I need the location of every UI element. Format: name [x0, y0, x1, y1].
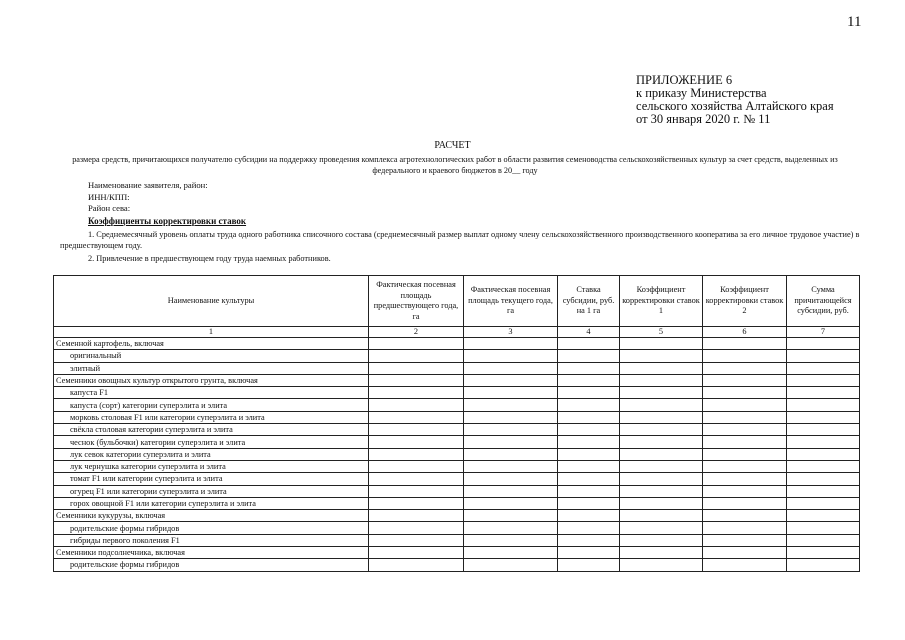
table-input-cell[interactable] [620, 362, 703, 374]
table-input-cell[interactable] [787, 387, 860, 399]
table-input-cell[interactable] [703, 399, 787, 411]
table-input-cell[interactable] [620, 350, 703, 362]
table-row [54, 497, 860, 509]
paragraph-1: 1. Среднемесячный уровень оплаты труда одного работника списочного состава (среднемесячный размер выплат одному члену сельскохозяйственного производственного кооператива за его личное трудовое участие) в предшествующем году. [60, 230, 860, 250]
table-input-cell[interactable] [703, 522, 787, 534]
culture-name-cell: лук чернушка категории суперэлита и элита [54, 460, 369, 472]
sowing-region-field: Район сева: [88, 203, 131, 213]
table-row [54, 350, 860, 362]
column-number: 7 [787, 327, 860, 338]
table-input-cell[interactable] [369, 399, 464, 411]
table-input-cell[interactable] [620, 448, 703, 460]
header-subsidy-sum: Сумма причитающейся субсидии, руб. [787, 276, 860, 327]
table-input-cell[interactable] [787, 559, 860, 571]
table-input-cell[interactable] [369, 460, 464, 472]
table-input-cell[interactable] [787, 534, 860, 546]
table-input-cell[interactable] [620, 387, 703, 399]
table-input-cell[interactable] [464, 350, 558, 362]
appendix-block [636, 74, 834, 126]
table-input-cell[interactable] [703, 559, 787, 571]
table-input-cell[interactable] [369, 448, 464, 460]
table-input-cell[interactable] [464, 338, 558, 350]
table-input-cell[interactable] [369, 522, 464, 534]
table-input-cell[interactable] [464, 399, 558, 411]
table-row [54, 424, 860, 436]
inn-kpp-field: ИНН/КПП: [88, 191, 130, 202]
table-header-row [54, 276, 860, 327]
table-row [54, 399, 860, 411]
header-culture-name: Наименование культуры [54, 276, 369, 327]
table-input-cell[interactable] [787, 362, 860, 374]
table-input-cell[interactable] [558, 473, 620, 485]
table-row [54, 448, 860, 460]
table-input-cell[interactable] [787, 510, 860, 522]
table-input-cell[interactable] [787, 338, 860, 350]
table-input-cell[interactable] [369, 374, 464, 386]
table-input-cell[interactable] [620, 460, 703, 472]
table-input-cell[interactable] [464, 411, 558, 423]
table-input-cell[interactable] [620, 473, 703, 485]
table-input-cell[interactable] [464, 387, 558, 399]
table-input-cell[interactable] [620, 338, 703, 350]
table-input-cell[interactable] [703, 387, 787, 399]
table-input-cell[interactable] [558, 399, 620, 411]
culture-name-cell: морковь столовая F1 или категории суперэлита и элита [54, 411, 369, 423]
table-input-cell[interactable] [787, 460, 860, 472]
table-input-cell[interactable] [464, 497, 558, 509]
table-input-cell[interactable] [369, 362, 464, 374]
culture-name-cell: томат F1 или категории суперэлита и элита [54, 473, 369, 485]
table-input-cell[interactable] [703, 350, 787, 362]
table-input-cell[interactable] [558, 350, 620, 362]
table-input-cell[interactable] [558, 436, 620, 448]
table-input-cell[interactable] [703, 460, 787, 472]
column-number: 2 [369, 327, 464, 338]
appendix-line-3: сельского хозяйства Алтайского края [636, 99, 834, 113]
column-number: 5 [620, 327, 703, 338]
table-input-cell[interactable] [787, 485, 860, 497]
table-row [54, 473, 860, 485]
table-input-cell[interactable] [787, 411, 860, 423]
table-input-cell[interactable] [464, 460, 558, 472]
table-input-cell[interactable] [620, 411, 703, 423]
table-input-cell[interactable] [620, 547, 703, 559]
table-input-cell[interactable] [620, 497, 703, 509]
table-input-cell[interactable] [620, 485, 703, 497]
paragraph-2: 2. Привлечение в предшествующем году труда наемных работников. [88, 254, 331, 263]
table-input-cell[interactable] [703, 424, 787, 436]
appendix-line-1: ПРИЛОЖЕНИЕ 6 [636, 73, 733, 87]
table-input-cell[interactable] [620, 374, 703, 386]
table-input-cell[interactable] [620, 522, 703, 534]
table-input-cell[interactable] [703, 473, 787, 485]
table-input-cell[interactable] [369, 338, 464, 350]
table-input-cell[interactable] [787, 350, 860, 362]
table-input-cell[interactable] [558, 534, 620, 546]
culture-name-cell: огурец F1 или категории суперэлита и элита [54, 485, 369, 497]
table-input-cell[interactable] [558, 485, 620, 497]
culture-name-cell: оригинальный [54, 350, 369, 362]
table-input-cell[interactable] [558, 411, 620, 423]
table-row [54, 338, 860, 350]
table-row [54, 522, 860, 534]
table-input-cell[interactable] [558, 460, 620, 472]
table-input-cell[interactable] [620, 534, 703, 546]
culture-name-cell: Семенной картофель, включая [54, 338, 369, 350]
appendix-line-4: от 30 января 2020 г. № 11 [636, 112, 771, 126]
culture-name-cell: родительские формы гибридов [54, 559, 369, 571]
table-input-cell[interactable] [620, 399, 703, 411]
table-input-cell[interactable] [787, 497, 860, 509]
culture-name-cell: горох овощной F1 или категории суперэлита и элита [54, 497, 369, 509]
table-input-cell[interactable] [558, 497, 620, 509]
table-input-cell[interactable] [703, 374, 787, 386]
table-row [54, 485, 860, 497]
table-input-cell[interactable] [620, 436, 703, 448]
table-input-cell[interactable] [464, 362, 558, 374]
table-input-cell[interactable] [558, 338, 620, 350]
culture-name-cell: свёкла столовая категории суперэлита и элита [54, 424, 369, 436]
culture-name-cell: Семенники подсолнечника, включая [54, 547, 369, 559]
subsidy-table [53, 275, 860, 572]
table-input-cell[interactable] [369, 411, 464, 423]
table-input-cell[interactable] [787, 547, 860, 559]
table-input-cell[interactable] [787, 399, 860, 411]
table-input-cell[interactable] [703, 411, 787, 423]
table-input-cell[interactable] [703, 497, 787, 509]
table-input-cell[interactable] [787, 436, 860, 448]
table-input-cell[interactable] [558, 424, 620, 436]
culture-name-cell: капуста F1 [54, 387, 369, 399]
column-number: 4 [558, 327, 620, 338]
table-body [54, 338, 860, 572]
table-input-cell[interactable] [369, 424, 464, 436]
culture-name-cell: элитный [54, 362, 369, 374]
document-title: РАСЧЕТ [434, 140, 471, 151]
table-row [54, 362, 860, 374]
column-number: 1 [54, 327, 369, 338]
table-input-cell[interactable] [369, 547, 464, 559]
table-input-cell[interactable] [558, 374, 620, 386]
table-input-cell[interactable] [558, 559, 620, 571]
table-input-cell[interactable] [464, 436, 558, 448]
header-prev-area: Фактическая посевная площадь предшествующего года, га [369, 276, 464, 327]
table-input-cell[interactable] [369, 534, 464, 546]
table-input-cell[interactable] [558, 387, 620, 399]
applicant-name-field: Наименование заявителя, район: [88, 180, 208, 190]
table-input-cell[interactable] [620, 510, 703, 522]
table-input-cell[interactable] [558, 510, 620, 522]
culture-name-cell: Семенники овощных культур открытого грунта, включая [54, 374, 369, 386]
table-input-cell[interactable] [703, 547, 787, 559]
table-input-cell[interactable] [464, 522, 558, 534]
culture-name-cell: чеснок (бульбочки) категории суперэлита и элита [54, 436, 369, 448]
table-row [54, 411, 860, 423]
table-input-cell[interactable] [369, 559, 464, 571]
table-input-cell[interactable] [464, 547, 558, 559]
culture-name-cell: Семенники кукурузы, включая [54, 510, 369, 522]
page-number: 11 [847, 14, 862, 30]
table-input-cell[interactable] [787, 473, 860, 485]
table-input-cell[interactable] [464, 473, 558, 485]
table-input-cell[interactable] [703, 534, 787, 546]
table-input-cell[interactable] [464, 448, 558, 460]
table-input-cell[interactable] [703, 510, 787, 522]
table-input-cell[interactable] [464, 534, 558, 546]
table-number-row [54, 327, 860, 338]
table-row [54, 436, 860, 448]
table-input-cell[interactable] [464, 510, 558, 522]
table-input-cell[interactable] [620, 424, 703, 436]
applicant-fields [88, 180, 208, 215]
table-input-cell[interactable] [558, 448, 620, 460]
table-input-cell[interactable] [787, 374, 860, 386]
table-input-cell[interactable] [369, 510, 464, 522]
table-input-cell[interactable] [787, 448, 860, 460]
table-input-cell[interactable] [558, 547, 620, 559]
table-row [54, 387, 860, 399]
column-number: 6 [703, 327, 787, 338]
header-subsidy-rate: Ставка субсидии, руб. на 1 га [558, 276, 620, 327]
column-number: 3 [464, 327, 558, 338]
table-row [54, 534, 860, 546]
table-input-cell[interactable] [369, 350, 464, 362]
table-input-cell[interactable] [703, 362, 787, 374]
table-input-cell[interactable] [369, 436, 464, 448]
table-input-cell[interactable] [558, 362, 620, 374]
table-input-cell[interactable] [369, 473, 464, 485]
appendix-line-2: к приказу Министерства [636, 86, 767, 100]
table-input-cell[interactable] [787, 522, 860, 534]
header-coef-2: Коэффициент корректировки ставок 2 [703, 276, 787, 327]
header-coef-1: Коэффициент корректировки ставок 1 [620, 276, 703, 327]
table-input-cell[interactable] [464, 559, 558, 571]
table-input-cell[interactable] [703, 448, 787, 460]
document-subtitle: размера средств, причитающихся получателю субсидии на поддержку проведения комплекса агротехнологических работ в области развития семеноводства сельскохозяйственных культур за счет средств, выделенных из федерального и краевого бюджетов в 20__ году [72, 155, 838, 175]
culture-name-cell: гибриды первого поколения F1 [54, 534, 369, 546]
table-row [54, 510, 860, 522]
table-row [54, 547, 860, 559]
table-input-cell[interactable] [620, 559, 703, 571]
culture-name-cell: родительские формы гибридов [54, 522, 369, 534]
table-row [54, 559, 860, 571]
table-input-cell[interactable] [703, 338, 787, 350]
table-input-cell[interactable] [787, 424, 860, 436]
section-title: Коэффициенты корректировки ставок [88, 216, 247, 226]
culture-name-cell: лук севок категории суперэлита и элита [54, 448, 369, 460]
table-input-cell[interactable] [369, 485, 464, 497]
table-row [54, 460, 860, 472]
table-row [54, 374, 860, 386]
table-input-cell[interactable] [703, 436, 787, 448]
table-input-cell[interactable] [369, 497, 464, 509]
table-input-cell[interactable] [464, 374, 558, 386]
header-current-area: Фактическая посевная площадь текущего года, га [464, 276, 558, 327]
table-input-cell[interactable] [703, 485, 787, 497]
culture-name-cell: капуста (сорт) категории суперэлита и элита [54, 399, 369, 411]
table-input-cell[interactable] [369, 387, 464, 399]
table-input-cell[interactable] [558, 522, 620, 534]
table-input-cell[interactable] [464, 424, 558, 436]
table-input-cell[interactable] [464, 485, 558, 497]
